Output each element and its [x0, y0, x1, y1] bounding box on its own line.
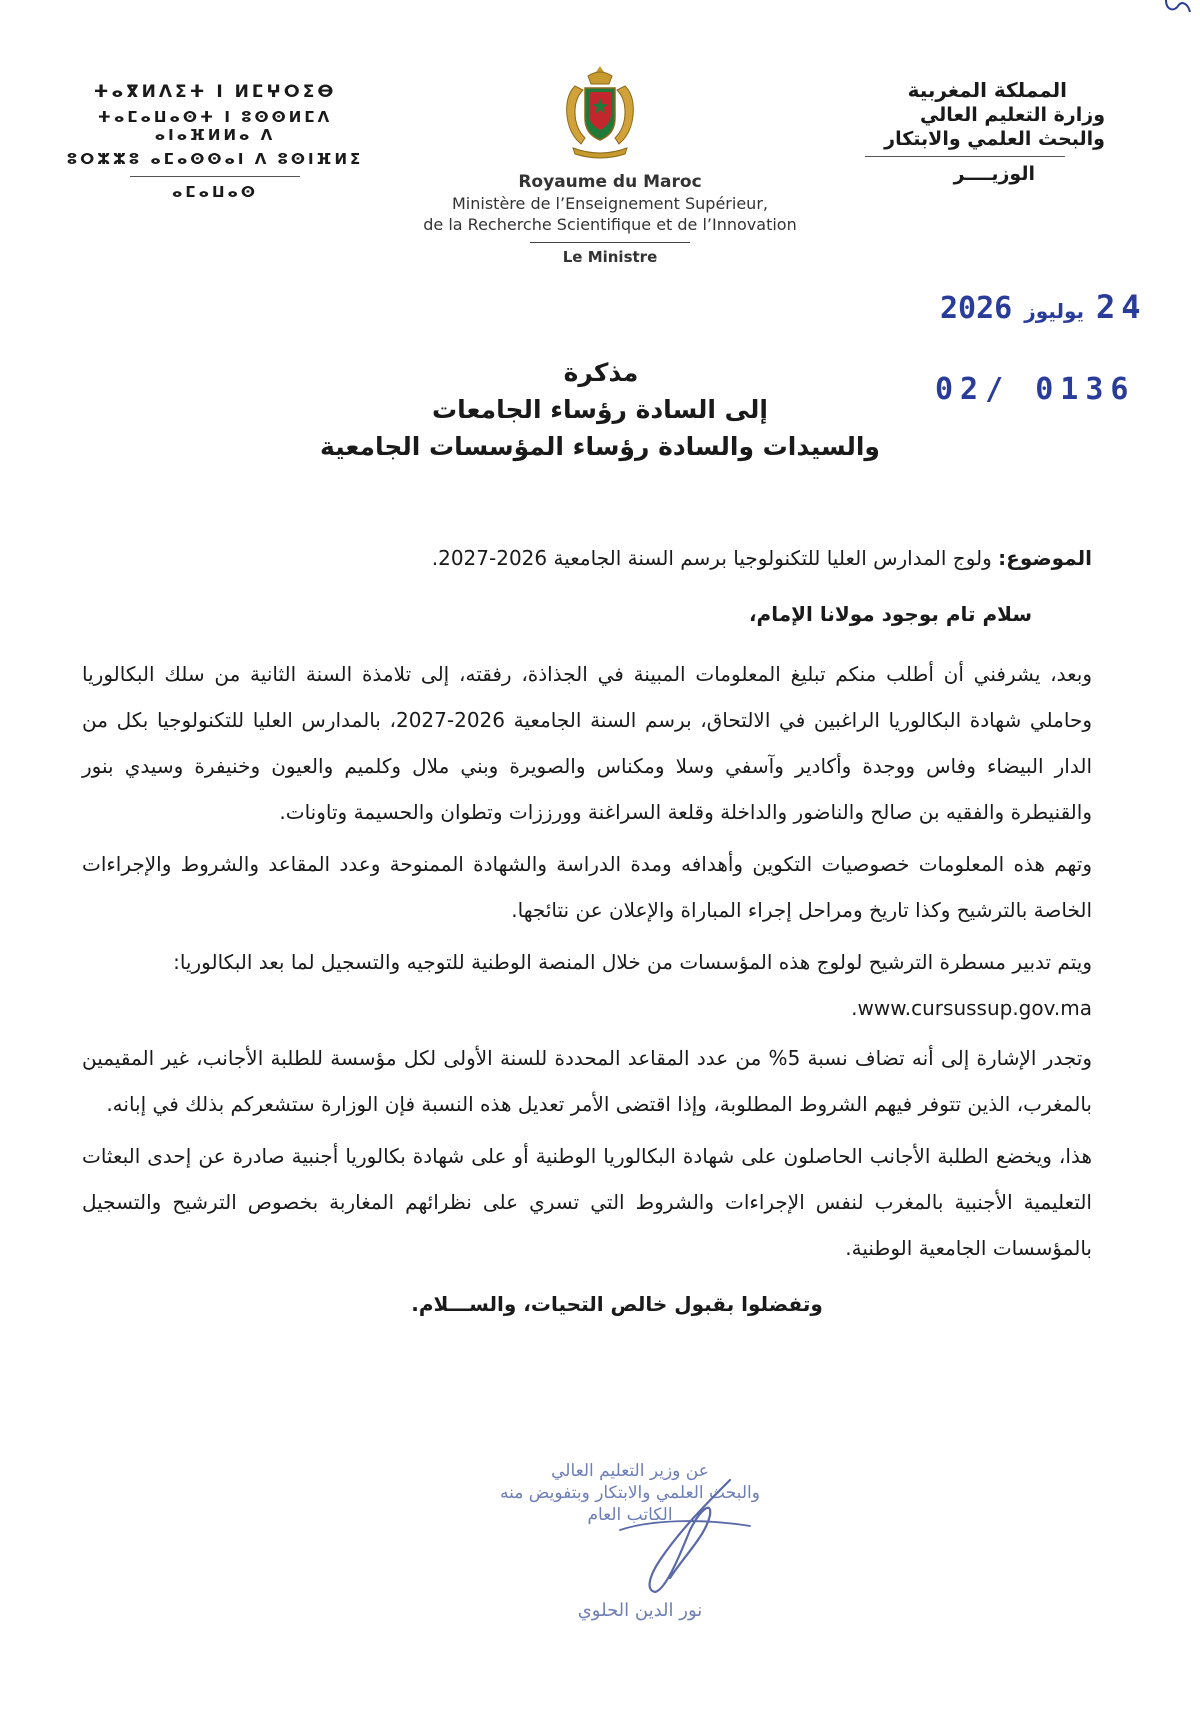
french-ministry-1: Ministère de l’Enseignement Supérieur, — [452, 194, 768, 213]
subject-line — [82, 535, 1092, 581]
tifinagh-minister: ⴰⵎⴰⵡⴰⵙ — [171, 183, 259, 201]
subject-text: ولوج المدارس العليا للتكنولوجيا برسم السنة الجامعية 2026-2027. — [431, 546, 999, 570]
arabic-header — [805, 78, 1105, 185]
french-kingdom: Royaume du Maroc — [518, 172, 702, 192]
memo-title-block — [300, 358, 900, 461]
subject-label: الموضوع: — [998, 546, 1092, 570]
platform-url: .www.cursussup.gov.ma — [851, 996, 1092, 1020]
date-stamp — [940, 288, 1147, 326]
date-month: يوليوز — [1024, 299, 1085, 323]
arabic-kingdom: المملكة المغربية — [907, 78, 1067, 102]
arabic-divider — [865, 156, 1065, 157]
french-header — [390, 172, 830, 266]
reference-number-stamp: 02/ 0136 — [935, 372, 1136, 407]
memo-recipients-1: إلى السادة رؤساء الجامعات — [432, 395, 768, 424]
date-year: 2026 — [940, 291, 1013, 326]
tifinagh-header — [55, 82, 375, 201]
paragraph-5: هذا، ويخضع الطلبة الأجانب الحاصلون على شهادة البكالوريا الوطنية أو على شهادة بكالوريا أجنبية صادرة عن إحدى البعثات التعليمية الأجنبية بالمغرب لنفس الإجراءات والشروط التي تسري على نظرائهم المغاربة بخصوص الترشيح والتسجيل بالمؤسسات الجامعية الوطنية. — [82, 1144, 1092, 1260]
coat-of-arms-emblem — [555, 62, 645, 162]
tifinagh-divider — [130, 176, 300, 177]
french-minister: Le Ministre — [562, 248, 658, 266]
signature-line-1: عن وزير التعليم العالي — [551, 1461, 709, 1481]
signature-line-2: والبحث العلمي والابتكار وبتفويض منه — [500, 1483, 760, 1503]
signature-line-3: الكاتب العام — [587, 1505, 673, 1525]
tifinagh-ministry-2: ⵓⵔⵣⵣⵓ ⴰⵎⴰⵙⵙⴰⵏ ⴷ ⵓⵙⵏⴼⵍⵉ — [66, 150, 364, 168]
memo-body — [82, 535, 1092, 1327]
paragraph-1: وبعد، يشرفني أن أطلب منكم تبليغ المعلومات المبينة في الجذاذة، رفقته، إلى تلامذة السنة الثانية من سلك البكالوريا وحاملي شهادة البكالوريا الراغبين في الالتحاق، برسم السنة الجامعية 2026-2027، بالمدارس العليا للتكنولوجيا بكل من الدار البيضاء وفاس ووجدة وأكادير وآسفي وسلا ومكناس والصويرة وبني ملال وكلميم والعيون وخنيفرة وسيدي بنور والقنيطرة والفقيه بن صالح والناضور والداخلة وقلعة السراغنة وورززات وتطوان والحسيمة وتاونات. — [82, 662, 1092, 824]
signatory-name: نور الدين الحلوي — [577, 1600, 703, 1621]
arabic-minister: الوزيــــر — [953, 163, 1035, 185]
french-ministry-2: de la Recherche Scientifique et de l’Innovation — [423, 215, 797, 234]
memo-title: مذكرة — [563, 358, 639, 387]
date-day: 24 — [1096, 288, 1147, 326]
memo-recipients-2: والسيدات والسادة رؤساء المؤسسات الجامعية — [320, 432, 880, 461]
arabic-ministry-1: وزارة التعليم العالي — [919, 104, 1105, 126]
signature-block — [440, 1460, 820, 1670]
paragraph-3: ويتم تدبير مسطرة الترشيح لولوج هذه المؤسسات من خلال المنصة الوطنية للتوجيه والتسجيل لما بعد البكالوريا: — [173, 950, 1092, 974]
tifinagh-kingdom: ⵜⴰⴳⵍⴷⵉⵜ ⵏ ⵍⵎⵖⵔⵉⴱ — [93, 82, 337, 102]
tifinagh-ministry-1: ⵜⴰⵎⴰⵡⴰⵙⵜ ⵏ ⵓⵙⵙⵍⵎⴷ ⴰⵏⴰⴼⵍⵍⴰ ⴷ — [97, 108, 333, 144]
greeting: سلام تام بوجود مولانا الإمام، — [748, 602, 1032, 626]
french-divider — [530, 242, 690, 243]
closing-line: وتفضلوا بقبول خالص التحيات، والســـلام. — [411, 1292, 823, 1316]
arabic-ministry-2: والبحث العلمي والابتكار — [884, 128, 1105, 150]
handwritten-signature — [560, 1460, 800, 1610]
corner-stamp-fragment — [1162, 0, 1192, 16]
paragraph-2: وتهم هذه المعلومات خصوصيات التكوين وأهدافه ومدة الدراسة والشهادة الممنوحة وعدد المقاعد والشروط والإجراءات الخاصة بالترشيح وكذا تاريخ ومراحل إجراء المباراة والإعلان عن نتائجها. — [82, 852, 1092, 922]
paragraph-4: وتجدر الإشارة إلى أنه تضاف نسبة 5% من عدد المقاعد المحددة للسنة الأولى لكل مؤسسة للطلبة الأجانب، غير المقيمين بالمغرب، الذين تتوفر فيهم الشروط المطلوبة، وإذا اقتضى الأمر تعديل هذه النسبة فإن الوزارة ستشعركم بذلك في إبانه. — [82, 1046, 1092, 1116]
